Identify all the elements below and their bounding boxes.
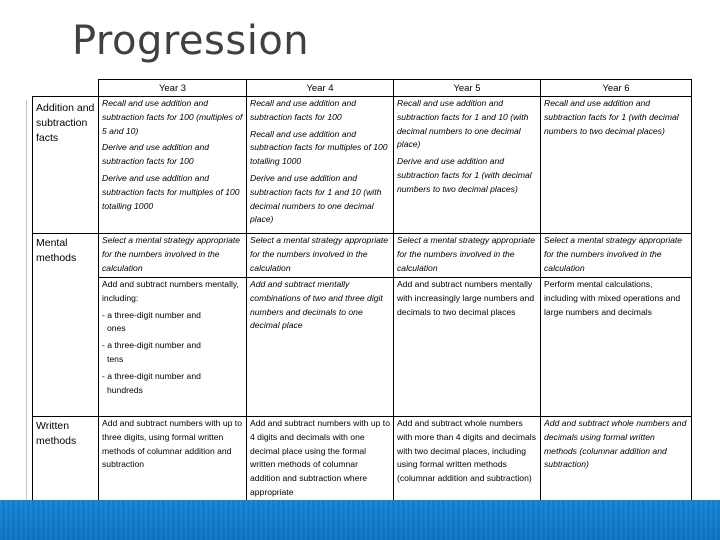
column-header-year-5: Year 5 xyxy=(394,80,541,97)
list-item-continuation: hundreds xyxy=(107,384,143,395)
table-row-mental-methods xyxy=(33,278,692,417)
list-item xyxy=(102,309,243,337)
column-header-year-6: Year 6 xyxy=(541,80,692,97)
decorative-rule xyxy=(26,100,27,500)
list-item: Recall and use addition and subtraction facts for multiples of 100 totalling 1000 xyxy=(250,128,388,167)
list-item: Recall and use addition and subtraction facts for 1 and 10 (with decimal numbers to one decimal place) xyxy=(397,98,529,150)
cell-facts-year-5 xyxy=(394,97,541,234)
row-label-text: Addition and subtraction facts xyxy=(36,102,95,144)
cell-facts-year-3 xyxy=(99,97,247,234)
cell-mental-year-5: Add and subtract numbers mentally with increasingly large numbers and decimals to two decimal places xyxy=(394,278,541,417)
cell-written-year-3: Add and subtract numbers with up to three digits, using formal written methods of columnar addition and subtraction xyxy=(99,417,247,503)
list-item: Recall and use addition and subtraction facts for 1 (with decimal numbers to two decimal places) xyxy=(544,98,679,136)
footer-texture xyxy=(0,500,720,540)
list-item: Recall and use addition and subtraction facts for 100 (multiples of 5 and 10) xyxy=(102,98,243,136)
row-label-written-methods xyxy=(33,417,99,503)
progression-table xyxy=(32,79,692,503)
cell-facts-year-4 xyxy=(247,97,394,234)
cell-written-year-6: Add and subtract whole numbers and decimals using formal written methods (columnar addition and subtraction) xyxy=(541,417,692,503)
page-title: Progression xyxy=(72,18,310,64)
list-item xyxy=(102,370,243,398)
header-row xyxy=(33,80,692,97)
cell-mental-year-6: Perform mental calculations, including with mixed operations and large numbers and decimals xyxy=(541,278,692,417)
row-label-addition-facts xyxy=(33,97,99,234)
cell-strategy-year-4: Select a mental strategy appropriate for the numbers involved in the calculation xyxy=(247,234,394,278)
row-label-text: Written methods xyxy=(36,420,77,447)
list-item: Derive and use addition and subtraction facts for 100 xyxy=(102,142,210,167)
list-item-continuation: tens xyxy=(107,353,124,364)
cell-strategy-year-5: Select a mental strategy appropriate for the numbers involved in the calculation xyxy=(394,234,541,278)
list-item xyxy=(102,339,243,367)
cell-written-year-4: Add and subtract numbers with up to 4 digits and decimals with one decimal place using the formal written methods of columnar addition and subtraction where appropriate xyxy=(247,417,394,503)
list-item: Recall and use addition and subtraction facts for 100 xyxy=(250,98,357,122)
list-item: Derive and use addition and subtraction facts for 1 (with decimal numbers to two decimal places) xyxy=(397,156,532,194)
column-header-year-4: Year 4 xyxy=(247,80,394,97)
cell-facts-year-6 xyxy=(541,97,692,234)
list-item-continuation: ones xyxy=(107,323,126,334)
cell-strategy-year-3: Select a mental strategy appropriate for the numbers involved in the calculation xyxy=(99,234,247,278)
row-label-mental-methods xyxy=(33,234,99,417)
table-row-mental-strategy xyxy=(33,234,692,278)
cell-strategy-year-6: Select a mental strategy appropriate for the numbers involved in the calculation xyxy=(541,234,692,278)
list-item-text: - a three-digit number and xyxy=(102,370,201,381)
column-header-year-3: Year 3 xyxy=(99,80,247,97)
list-item: Derive and use addition and subtraction facts for multiples of 100 totalling 1000 xyxy=(102,172,240,211)
list-intro: Add and subtract numbers mentally, including: xyxy=(102,279,239,303)
table-row-written-methods xyxy=(33,417,692,503)
list-item-text: - a three-digit number and xyxy=(102,340,201,351)
list-item-text: - a three-digit number and xyxy=(102,309,201,320)
row-label-text: Mental methods xyxy=(36,237,77,264)
footer-bar xyxy=(0,500,720,540)
cell-mental-year-4: Add and subtract mentally combinations of two and three digit numbers and decimals to one decimal place xyxy=(247,278,394,417)
table-row-addition-facts xyxy=(33,97,692,234)
cell-written-year-5: Add and subtract whole numbers with more than 4 digits and decimals with two decimal places, including using formal written methods (columnar addition and subtraction) xyxy=(394,417,541,503)
list-item: Derive and use addition and subtraction facts for 1 and 10 (with decimal numbers to one decimal place) xyxy=(250,172,382,225)
corner-cell xyxy=(33,80,99,97)
cell-mental-year-3 xyxy=(99,278,247,417)
